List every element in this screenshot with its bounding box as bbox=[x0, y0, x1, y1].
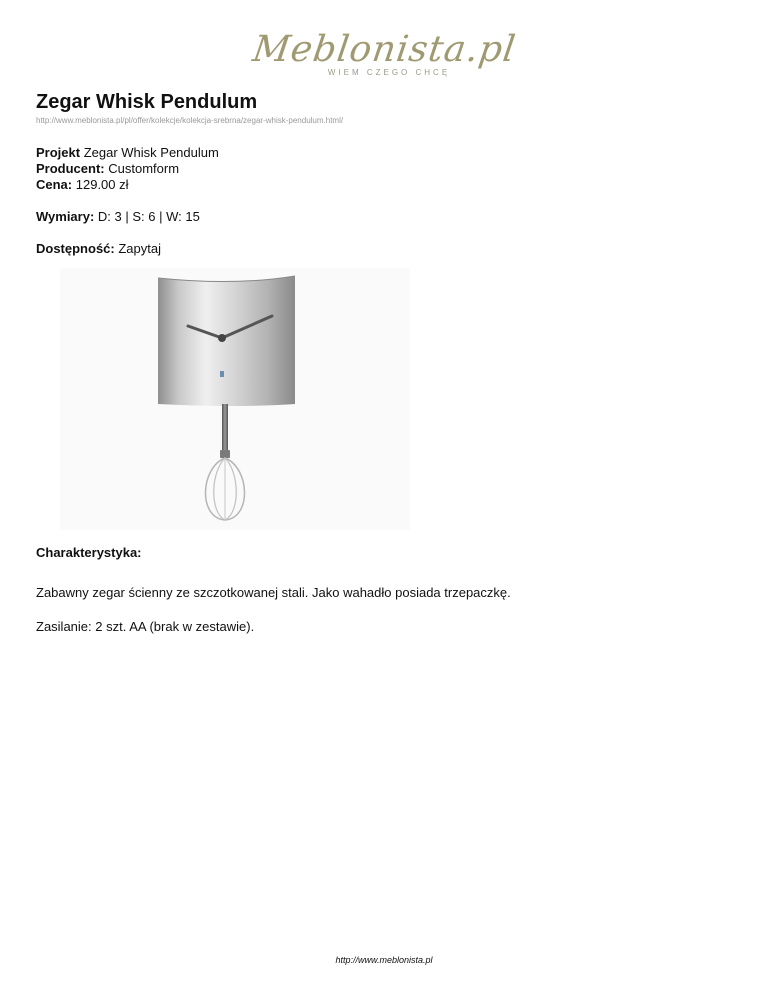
cena-row bbox=[36, 177, 219, 193]
projekt-value: Zegar Whisk Pendulum bbox=[83, 145, 219, 160]
producent-row bbox=[36, 161, 219, 177]
projekt-label: Projekt bbox=[36, 145, 81, 160]
cena-label: Cena: bbox=[36, 177, 73, 192]
projekt-row bbox=[36, 145, 219, 161]
product-details bbox=[36, 145, 219, 193]
logo-wordmark: Meblonista.pl bbox=[249, 29, 519, 70]
dostepnosc-label: Dostępność: bbox=[36, 241, 115, 256]
producent-label: Producent: bbox=[36, 161, 105, 176]
dostepnosc-value: Zapytaj bbox=[118, 241, 161, 256]
product-url[interactable]: http://www.meblonista.pl/pl/offer/kolekcje/kolekcja-srebrna/zegar-whisk-pendulum.html/ bbox=[36, 116, 344, 125]
producent-value: Customform bbox=[108, 161, 180, 176]
description-text: Zabawny zegar ścienny ze szczotkowanej stali. Jako wahadło posiada trzepaczkę. bbox=[36, 585, 511, 600]
cena-value: 129.00 zł bbox=[75, 177, 129, 192]
description-heading: Charakterystyka: bbox=[36, 545, 142, 560]
power-info: Zasilanie: 2 szt. AA (brak w zestawie). bbox=[36, 619, 255, 634]
wymiary-value: D: 3 | S: 6 | W: 15 bbox=[97, 209, 200, 224]
wymiary-label: Wymiary: bbox=[36, 209, 95, 224]
logo-tagline: WIEM CZEGO CHCĘ bbox=[327, 68, 451, 77]
site-logo[interactable] bbox=[0, 30, 768, 77]
footer-url[interactable]: http://www.meblonista.pl bbox=[335, 955, 433, 965]
product-title: Zegar Whisk Pendulum bbox=[36, 91, 258, 113]
product-image bbox=[60, 268, 410, 530]
wymiary-row bbox=[36, 209, 200, 225]
dostepnosc-row bbox=[36, 241, 161, 257]
